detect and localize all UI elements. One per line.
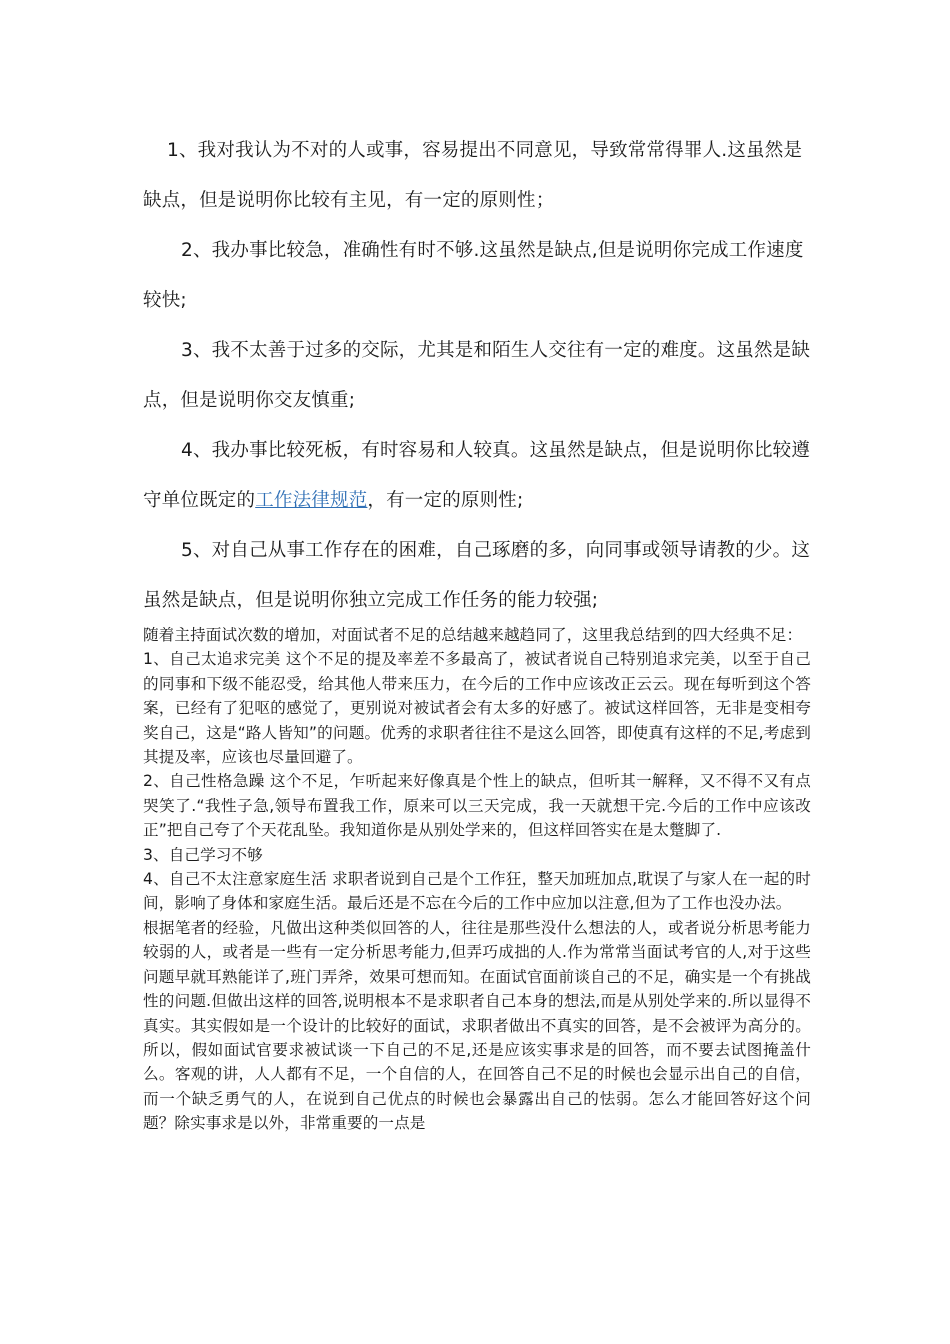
analysis-paragraph: 根据笔者的经验，凡做出这种类似回答的人，往往是那些没什么想法的人，或者说分析思考能力较弱的人，或者是一些有一定分析思考能力,但弄巧成拙的人.作为常常当面试考官的人,对于这些问题早就耳熟能详了,班门弄斧，效果可想而知。在面试官面前谈自己的不足，确实是一个有挑战性的问题.但做出这样的回答,说明根本不是求职者自己本身的想法,而是从别处学来的.所以显得不真实。其实假如是一个设计的比较好的面试，求职者做出不真实的回答，是不会被评为高分的。 所以，假如面试官要求被试谈一下自己的不足,还是应该实事求是的回答，而不要去试图掩盖什么。客观的讲，人人都有不足，一个自信的人，在回答自己不足的时候也会显示出自己的自信，而一个缺乏勇气的人，在说到自己优点的时候也会暴露出自己的怯弱。怎么才能回答好这个问题？除实事求是以外，非常重要的一点是 [143, 918, 811, 1133]
point-4 [143, 426, 811, 526]
weakness-2-paragraph: 2、自己性格急躁 这个不足，乍听起来好像真是个性上的缺点，但听其一解释，又不得不又有点哭笑了.“我性子急,领导布置我工作，原来可以三天完成，我一天就想干完.今后的工作中应该改正”把自己夸了个天花乱坠。我知道你是从别处学来的，但这样回答实在是太蹩脚了. [143, 772, 811, 840]
point-1 [143, 126, 811, 226]
point-2-text: 2、我办事比较急，准确性有时不够.这虽然是缺点,但是说明你完成工作速度较快; [143, 240, 804, 311]
weakness-1-paragraph: 1、自己太追求完美 这个不足的提及率差不多最高了，被试者说自己特别追求完美，以至于自己的同事和下级不能忍受，给其他人带来压力，在今后的工作中应该改正云云。现在每听到这个答案，已经有了犯呕的感觉了，更别说对被试者会有太多的好感了。被试这样回答，无非是变相夸奖自己，这是“路人皆知”的问题。优秀的求职者往往不是这么回答，即使真有这样的不足,考虑到其提及率，应该也尽量回避了。 [143, 650, 811, 767]
weakness-4-paragraph: 4、自己不太注意家庭生活 求职者说到自己是个工作狂，整天加班加点,耽误了与家人在一起的时间，影响了身体和家庭生活。最后还是不忘在今后的工作中应加以注意,但为了工作也没办法。 [143, 870, 811, 913]
numbered-points-section [143, 126, 811, 626]
point-3-text: 3、我不太善于过多的交际，尤其是和陌生人交往有一定的难度。这虽然是缺点，但是说明你交友慎重; [143, 340, 811, 411]
work-law-norms-link[interactable]: 工作法律规范 [255, 490, 368, 511]
weakness-3-paragraph: 3、自己学习不够 [143, 845, 263, 864]
point-1-text: 1、我对我认为不对的人或事，容易提出不同意见，导致常常得罪人.这虽然是缺点，但是说明你比较有主见，有一定的原则性； [143, 140, 803, 211]
intro-paragraph: 随着主持面试次数的增加，对面试者不足的总结越来越趋同了，这里我总结到的四大经典不足： [143, 626, 803, 644]
point-3 [143, 326, 811, 426]
point-2 [143, 226, 811, 326]
point-4-suffix: ，有一定的原则性; [367, 490, 524, 511]
interview-weakness-section [143, 623, 811, 1136]
point-5-text: 5、对自己从事工作存在的困难，自己琢磨的多，向同事或领导请教的少。这虽然是缺点，但是说明你独立完成工作任务的能力较强; [143, 540, 811, 611]
point-5 [143, 526, 811, 626]
point-4-text: 4、我办事比较死板，有时容易和人较真。这虽然是缺点，但是说明你比较遵守单位既定的 [143, 440, 811, 511]
